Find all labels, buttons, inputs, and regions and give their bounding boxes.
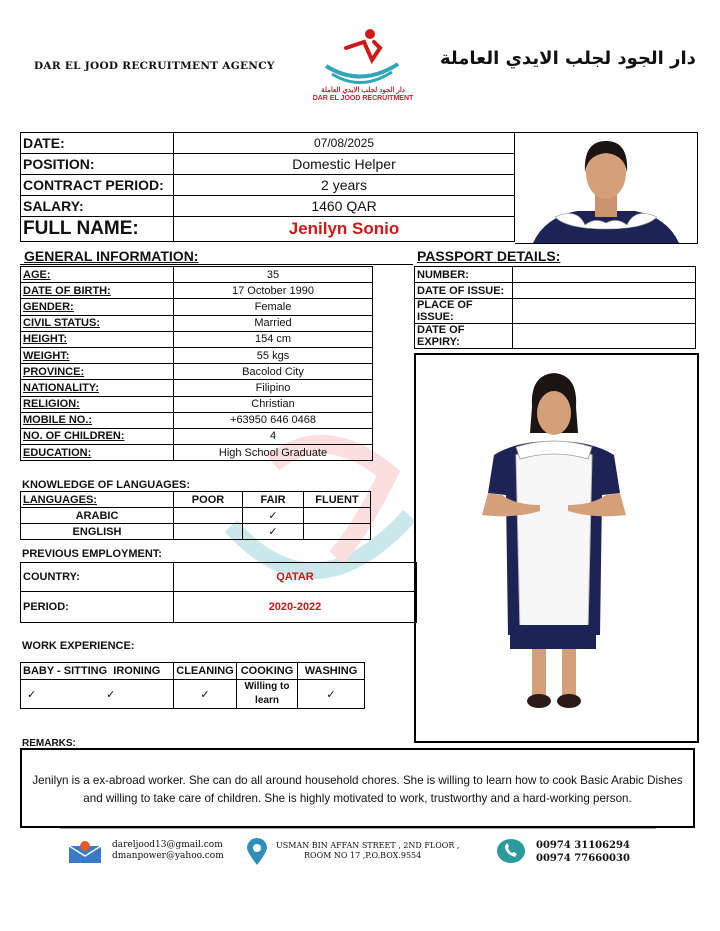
table-row bbox=[415, 324, 696, 349]
table-row bbox=[415, 283, 696, 299]
lang-name: ARABIC bbox=[21, 508, 174, 524]
table-row bbox=[21, 680, 365, 709]
lang-fair: ✓ bbox=[243, 508, 304, 524]
footer-address-2: ROOM NO 17 ,P.O.BOX.9554 bbox=[304, 851, 422, 860]
gi-value: Female bbox=[174, 299, 373, 315]
table-row bbox=[21, 396, 373, 412]
footer-email-1: dareljood13@gmail.com bbox=[112, 840, 223, 850]
gi-label: WEIGHT: bbox=[21, 347, 174, 363]
work-value: ✓ bbox=[27, 688, 37, 701]
table-row bbox=[21, 492, 371, 508]
country-value: QATAR bbox=[174, 563, 417, 592]
lang-header: FAIR bbox=[243, 492, 304, 508]
gi-value: Filipino bbox=[174, 380, 373, 396]
country-label: COUNTRY: bbox=[21, 563, 174, 592]
work-header: COOKING bbox=[237, 663, 298, 680]
table-row bbox=[21, 592, 417, 623]
gi-value: 154 cm bbox=[174, 331, 373, 347]
table-row bbox=[21, 364, 373, 380]
contract-value: 2 years bbox=[174, 175, 515, 196]
table-row bbox=[415, 299, 696, 324]
footer-email-2: dmanpower@yahoo.com bbox=[112, 851, 224, 861]
logo-text-en: DAR EL JOOD RECRUITMENT bbox=[312, 95, 414, 102]
gi-label: PROVINCE: bbox=[21, 364, 174, 380]
table-row bbox=[21, 331, 373, 347]
lang-poor bbox=[174, 508, 243, 524]
table-row bbox=[21, 563, 417, 592]
period-value: 2020-2022 bbox=[174, 592, 417, 623]
gi-value: High School Graduate bbox=[174, 445, 373, 461]
contract-label: CONTRACT PERIOD: bbox=[21, 175, 174, 196]
full-body-photo bbox=[414, 353, 699, 743]
languages-table bbox=[20, 491, 371, 540]
employment-table bbox=[20, 562, 417, 623]
pp-value bbox=[513, 299, 696, 324]
table-row bbox=[21, 412, 373, 428]
table-row bbox=[21, 283, 373, 299]
lang-fluent bbox=[304, 524, 371, 540]
lang-poor bbox=[174, 524, 243, 540]
pp-value bbox=[513, 283, 696, 299]
gi-label: CIVIL STATUS: bbox=[21, 315, 174, 331]
footer-address-1: USMAN BIN AFFAN STREET , 2ND FLOOR , bbox=[276, 841, 460, 850]
agency-name-en: DAR EL JOOD RECRUITMENT AGENCY bbox=[34, 60, 275, 72]
email-icon bbox=[68, 840, 102, 864]
footer-phone-1: 00974 31106294 bbox=[536, 840, 630, 851]
work-table bbox=[20, 662, 365, 709]
logo-text-ar: دار الجود لجلب الايدي العاملة bbox=[321, 87, 405, 94]
agency-logo bbox=[316, 26, 406, 86]
table-row bbox=[21, 428, 373, 444]
gi-value: Bacolod City bbox=[174, 364, 373, 380]
gi-value: 4 bbox=[174, 428, 373, 444]
employment-title: PREVIOUS EMPLOYMENT: bbox=[22, 548, 162, 560]
salary-value: 1460 QAR bbox=[174, 196, 515, 217]
gi-value: 35 bbox=[174, 267, 373, 283]
table-row bbox=[21, 380, 373, 396]
period-label: PERIOD: bbox=[21, 592, 174, 623]
date-value: 07/08/2025 bbox=[174, 133, 515, 154]
pp-label: NUMBER: bbox=[415, 267, 513, 283]
salary-label: SALARY: bbox=[21, 196, 174, 217]
gi-label: RELIGION: bbox=[21, 396, 174, 412]
remarks-label: REMARKS: bbox=[22, 738, 76, 749]
work-title: WORK EXPERIENCE: bbox=[22, 640, 135, 652]
gi-value: 55 kgs bbox=[174, 347, 373, 363]
headshot-photo bbox=[515, 132, 698, 244]
passport-table bbox=[414, 266, 696, 349]
agency-name-ar: دار الجود لجلب الايدي العاملة bbox=[440, 48, 696, 69]
work-header: IRONING bbox=[113, 665, 161, 677]
phone-icon bbox=[496, 838, 526, 864]
remarks-text: Jenilyn is a ex-abroad worker. She can do all around household chores. She is willing to learn how to cook Basic Arabic Dishes and willing to take care of children. She is highly motivated to work, trustworthy and a hard-working person. bbox=[20, 748, 695, 828]
table-row bbox=[21, 347, 373, 363]
gi-value: Married bbox=[174, 315, 373, 331]
table-row bbox=[21, 663, 365, 680]
passport-title: PASSPORT DETAILS: bbox=[417, 248, 561, 264]
gi-value: 17 October 1990 bbox=[174, 283, 373, 299]
gi-label: NO. OF CHILDREN: bbox=[21, 428, 174, 444]
gi-label: GENDER: bbox=[21, 299, 174, 315]
table-row bbox=[21, 508, 371, 524]
gi-label: HEIGHT: bbox=[21, 331, 174, 347]
gi-value: +63950 646 0468 bbox=[174, 412, 373, 428]
lang-header: FLUENT bbox=[304, 492, 371, 508]
table-row bbox=[415, 267, 696, 283]
pp-value bbox=[513, 324, 696, 349]
gi-label: AGE: bbox=[21, 267, 174, 283]
work-header: CLEANING bbox=[174, 663, 237, 680]
summary-table bbox=[20, 132, 515, 242]
work-value: Willing to learn bbox=[237, 680, 298, 709]
date-label: DATE: bbox=[21, 133, 174, 154]
general-info-table bbox=[20, 266, 373, 461]
position-value: Domestic Helper bbox=[174, 154, 515, 175]
pp-label: PLACE OF ISSUE: bbox=[415, 299, 513, 324]
lang-name: ENGLISH bbox=[21, 524, 174, 540]
pp-label: DATE OF EXPIRY: bbox=[415, 324, 513, 349]
lang-header: LANGUAGES: bbox=[21, 492, 174, 508]
table-row bbox=[21, 445, 373, 461]
gi-value: Christian bbox=[174, 396, 373, 412]
footer-phone-2: 00974 77660030 bbox=[536, 853, 630, 864]
table-row bbox=[21, 524, 371, 540]
footer-divider bbox=[60, 828, 656, 829]
general-info-rule bbox=[20, 264, 413, 265]
fullname-label: FULL NAME: bbox=[21, 217, 174, 242]
pp-value bbox=[513, 267, 696, 283]
table-row bbox=[21, 267, 373, 283]
fullname-value: Jenilyn Sonio bbox=[174, 217, 515, 242]
work-value: ✓ bbox=[106, 688, 116, 701]
gi-label: EDUCATION: bbox=[21, 445, 174, 461]
lang-header: POOR bbox=[174, 492, 243, 508]
gi-label: MOBILE NO.: bbox=[21, 412, 174, 428]
position-label: POSITION: bbox=[21, 154, 174, 175]
work-value: ✓ bbox=[298, 680, 365, 709]
lang-fair: ✓ bbox=[243, 524, 304, 540]
gi-label: NATIONALITY: bbox=[21, 380, 174, 396]
gi-label: DATE OF BIRTH: bbox=[21, 283, 174, 299]
lang-fluent bbox=[304, 508, 371, 524]
work-header: BABY - SITTING bbox=[23, 665, 108, 677]
pp-label: DATE OF ISSUE: bbox=[415, 283, 513, 299]
table-row bbox=[21, 315, 373, 331]
location-pin-icon bbox=[246, 838, 268, 866]
work-value: ✓ bbox=[174, 680, 237, 709]
languages-title: KNOWLEDGE OF LANGUAGES: bbox=[22, 479, 191, 491]
general-info-title: GENERAL INFORMATION: bbox=[24, 248, 199, 264]
table-row bbox=[21, 299, 373, 315]
work-header: WASHING bbox=[298, 663, 365, 680]
